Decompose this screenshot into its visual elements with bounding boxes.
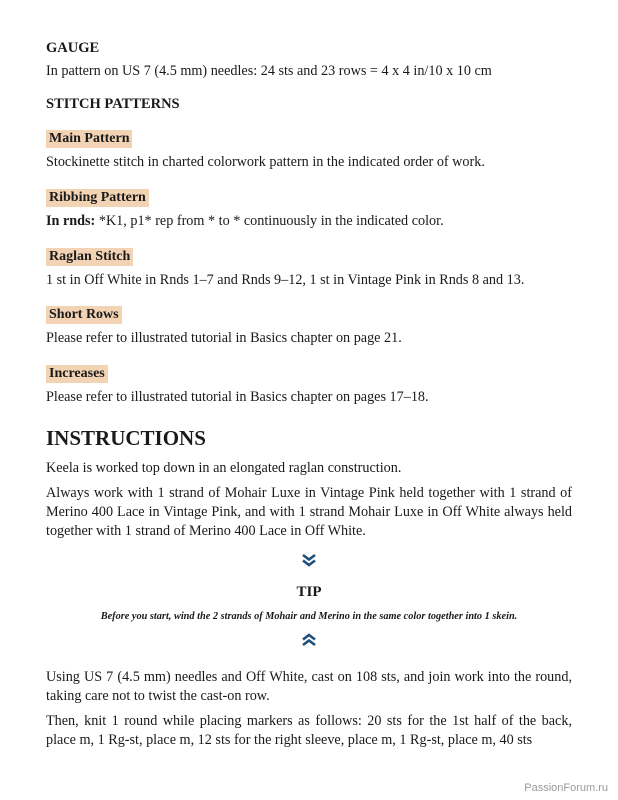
gauge-text: In pattern on US 7 (4.5 mm) needles: 24 sts and 23 rows = 4 x 4 in/10 x 10 cm	[46, 63, 492, 79]
chevron-double-up-icon	[46, 633, 572, 647]
chevron-double-down-icon	[46, 553, 572, 567]
raglan-stitch-text: 1 st in Off White in Rnds 1–7 and Rnds 9–12, 1 st in Vintage Pink in Rnds 8 and 13.	[46, 272, 525, 288]
ribbing-body: *K1, p1* rep from * to * continuously in the indicated color.	[95, 213, 444, 229]
tip-title: TIP	[296, 584, 322, 600]
main-pattern-text: Stockinette stitch in charted colorwork pattern in the indicated order of work.	[46, 154, 485, 170]
ribbing-pattern-label: Ribbing Pattern	[46, 189, 149, 207]
short-rows-text: Please refer to illustrated tutorial in Basics chapter on page 21.	[46, 330, 402, 346]
stitch-patterns-heading: STITCH PATTERNS	[46, 96, 180, 112]
instructions-heading: INSTRUCTIONS	[46, 426, 206, 450]
short-rows-label: Short Rows	[46, 306, 122, 324]
instructions-p4: Then, knit 1 round while placing markers as follows: 20 sts for the 1st half of the back, place m, 1 Rg-st, place m, 12 sts for the right sleeve, place m, 1 Rg-st, place m, 40 sts	[46, 713, 572, 748]
raglan-stitch-label: Raglan Stitch	[46, 248, 133, 266]
instructions-p1: Keela is worked top down in an elongated raglan construction.	[46, 460, 402, 476]
ribbing-pattern-text	[46, 212, 572, 231]
instructions-p3: Using US 7 (4.5 mm) needles and Off White, cast on 108 sts, and join work into the round, taking care not to twist the cast-on row.	[46, 669, 572, 704]
instructions-p2: Always work with 1 strand of Mohair Luxe in Vintage Pink held together with 1 strand of Merino 400 Lace in Vintage Pink, and with 1 strand Mohair Luxe in Off White always held together with 1 strand of Merino 400 Lace in Off White.	[46, 485, 572, 539]
ribbing-prefix: In rnds:	[46, 213, 96, 229]
increases-text: Please refer to illustrated tutorial in Basics chapter on pages 17–18.	[46, 389, 429, 405]
main-pattern-label: Main Pattern	[46, 130, 132, 148]
tip-text: Before you start, wind the 2 strands of Mohair and Merino in the same color together into 1 skein.	[100, 611, 518, 622]
increases-label: Increases	[46, 365, 108, 383]
gauge-heading: GAUGE	[46, 40, 100, 56]
watermark: PassionForum.ru	[524, 782, 608, 794]
